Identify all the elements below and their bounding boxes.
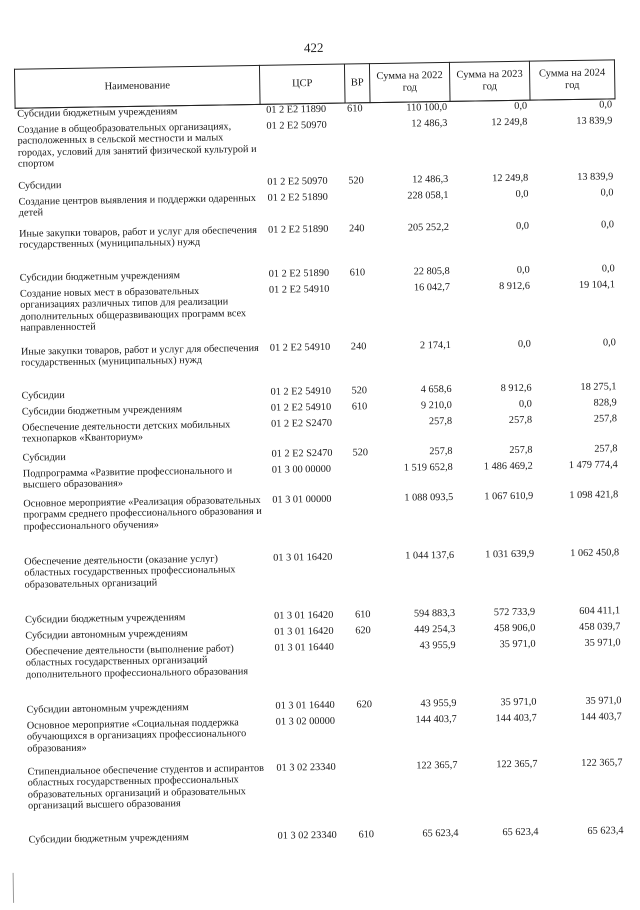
row-csr-code: 01 2 E2 S2470 bbox=[270, 417, 333, 430]
row-name: Создание новых мест в образовательных организациях различных типов для реализации дополнительных общеразвивающих программ всех направленностей bbox=[19, 285, 247, 334]
row-vr-code bbox=[354, 641, 380, 699]
row-name: Обеспечение деятельности детских мобильных технопарков «Кванториум» bbox=[22, 418, 231, 445]
row-sum-2023: 1 486 469,2 bbox=[483, 460, 533, 472]
row-sum-2024: 35 971,0 bbox=[584, 636, 621, 649]
row-sum-2022: 257,8 bbox=[429, 445, 453, 457]
row-csr-code: 01 3 02 23340 bbox=[277, 829, 337, 842]
row-sum-2023: 0,0 bbox=[516, 264, 530, 276]
row-sum-2023: 144 403,7 bbox=[495, 712, 537, 724]
row-sum-2023: 12 249,8 bbox=[492, 172, 529, 184]
row-sum-2023: 122 365,7 bbox=[496, 758, 538, 770]
row-vr-code bbox=[355, 761, 381, 829]
row-csr-code: 01 3 00 00000 bbox=[271, 463, 332, 476]
row-name: Стипендиальное обеспечение студентов и аспирантов областных государственных профессиональных образовательных организаций и образовательных организаций высшего образования bbox=[27, 762, 265, 812]
row-sum-2024: 19 104,1 bbox=[578, 278, 616, 291]
row-vr-code bbox=[355, 715, 381, 761]
row-sum-2023: 35 971,0 bbox=[500, 696, 537, 708]
header-sum-2024: Сумма на 2024 год bbox=[529, 60, 615, 100]
row-name: Иные закупки товаров, работ и услуг для обеспечения государственных (муниципальных) нужд bbox=[18, 224, 258, 251]
row-sum-2024: 122 365,7 bbox=[581, 756, 623, 769]
row-sum-2024: 18 275,1 bbox=[580, 380, 617, 393]
row-sum-2024: 144 403,7 bbox=[580, 710, 622, 723]
row-sum-2022: 9 210,0 bbox=[420, 399, 452, 411]
row-sum-2024: 13 839,9 bbox=[576, 114, 613, 127]
row-csr-code: 01 3 01 00000 bbox=[272, 493, 332, 506]
row-sum-2022: 110 100,0 bbox=[406, 101, 448, 114]
row-vr-code: 240 bbox=[348, 222, 365, 235]
header-name: Наименование bbox=[14, 65, 260, 108]
row-csr-code: 01 3 01 16440 bbox=[275, 699, 335, 712]
row-name: Создание центров выявления и поддержки одаренных детей bbox=[18, 192, 257, 219]
row-name: Субсидии бюджетным учреждениям bbox=[19, 269, 181, 284]
row-sum-2022: 43 955,9 bbox=[420, 697, 457, 709]
row-name: Обеспечение деятельности (выполнение работ) областных государственных организаций дополнительного профессионального образования bbox=[25, 642, 249, 681]
row-name: Субсидии автономным учреждениям bbox=[26, 701, 189, 716]
row-name: Обеспечение деятельности (оказание услуг) областных государственных профессиональных образовательных организаций bbox=[24, 553, 236, 591]
row-csr-code: 01 3 01 16440 bbox=[274, 641, 334, 654]
row-sum-2022: 43 955,9 bbox=[419, 639, 456, 651]
row-sum-2022: 205 252,2 bbox=[407, 221, 450, 234]
table-row bbox=[15, 115, 616, 180]
row-csr-code: 01 3 01 16420 bbox=[274, 625, 334, 638]
row-csr-code: 01 2 E2 51890 bbox=[267, 191, 328, 204]
table-row bbox=[24, 637, 625, 704]
row-csr-code: 01 2 E2 54910 bbox=[270, 401, 332, 414]
row-sum-2022: 1 088 093,5 bbox=[404, 491, 454, 504]
row-name: Основное мероприятие «Социальная поддержка обучающихся в организациях профессионального образования» bbox=[26, 716, 247, 755]
row-sum-2023: 65 623,4 bbox=[502, 826, 539, 838]
page-number: 422 bbox=[303, 39, 324, 56]
row-vr-code: 520 bbox=[348, 174, 364, 187]
row-sum-2024: 35 971,0 bbox=[585, 694, 622, 707]
row-sum-2023: 458 906,0 bbox=[494, 622, 536, 634]
table-row bbox=[22, 547, 623, 614]
row-name: Подпрограмма «Развитие профессионального и высшего образования» bbox=[22, 464, 233, 491]
row-vr-code: 610 bbox=[349, 266, 366, 279]
row-name: Субсидии бюджетным учреждениям bbox=[25, 611, 186, 626]
row-sum-2024: 0,0 bbox=[599, 99, 613, 111]
row-csr-code: 01 2 E2 54910 bbox=[269, 341, 331, 354]
row-sum-2024: 0,0 bbox=[601, 262, 615, 275]
row-vr-code: 610 bbox=[355, 608, 371, 620]
row-sum-2022: 22 805,8 bbox=[413, 265, 450, 278]
row-sum-2024: 604 411,1 bbox=[579, 604, 621, 617]
row-vr-code bbox=[345, 119, 371, 175]
row-sum-2024: 13 839,9 bbox=[577, 170, 614, 183]
table-row bbox=[18, 279, 619, 346]
row-vr-code: 610 bbox=[358, 828, 375, 840]
row-sum-2023: 35 971,0 bbox=[499, 638, 536, 650]
row-sum-2022: 12 486,3 bbox=[411, 117, 448, 130]
row-sum-2022: 12 486,3 bbox=[412, 173, 449, 186]
row-vr-code bbox=[346, 191, 371, 223]
row-sum-2023: 0,0 bbox=[516, 220, 530, 232]
row-vr-code bbox=[351, 463, 376, 493]
row-vr-code: 520 bbox=[351, 384, 368, 396]
row-sum-2022: 144 403,7 bbox=[415, 713, 457, 726]
row-name: Иные закупки товаров, работ и услуг для обеспечения государственных (муниципальных) нужд bbox=[20, 342, 259, 369]
table-row bbox=[25, 757, 626, 834]
row-sum-2023: 12 249,8 bbox=[491, 116, 528, 128]
row-sum-2023: 0,0 bbox=[517, 338, 531, 350]
row-csr-code: 01 3 02 00000 bbox=[275, 715, 336, 728]
row-name: Субсидии бюджетным учреждениям bbox=[17, 106, 178, 120]
row-vr-code: 620 bbox=[356, 698, 373, 710]
row-sum-2022: 4 658,6 bbox=[420, 383, 452, 395]
header-sum-2023: Сумма на 2023 год bbox=[449, 61, 530, 101]
row-csr-code: 01 2 E2 50970 bbox=[267, 175, 328, 188]
row-sum-2023: 0,0 bbox=[515, 188, 529, 200]
row-sum-2022: 257,8 bbox=[428, 415, 453, 427]
row-sum-2024: 65 623,4 bbox=[587, 824, 624, 837]
row-sum-2024: 828,9 bbox=[593, 396, 617, 409]
row-sum-2024: 1 062 450,8 bbox=[570, 546, 620, 559]
row-sum-2023: 1 067 610,9 bbox=[484, 490, 534, 502]
row-sum-2022: 16 042,7 bbox=[413, 281, 451, 294]
row-sum-2023: 8 912,6 bbox=[498, 280, 531, 292]
row-csr-code: 01 3 02 23340 bbox=[276, 761, 336, 774]
row-sum-2024: 1 098 421,8 bbox=[569, 488, 619, 501]
row-sum-2022: 122 365,7 bbox=[416, 759, 458, 772]
row-name: Субсидии бюджетным учреждениям bbox=[28, 831, 189, 846]
row-csr-code: 01 3 01 16420 bbox=[274, 609, 334, 622]
row-sum-2023: 1 031 639,9 bbox=[485, 548, 535, 560]
row-csr-code: 01 2 E2 54910 bbox=[268, 283, 330, 296]
row-sum-2024: 1 479 774,4 bbox=[568, 458, 618, 471]
row-sum-2022: 1 519 652,8 bbox=[403, 461, 453, 474]
row-name: Создание в общеобразовательных организациях, расположенных в сельской местности и малых городах, условий для занятий физической культурой и спортом bbox=[17, 120, 257, 170]
header-vr: ВР bbox=[344, 64, 370, 103]
row-sum-2023: 0,0 bbox=[514, 100, 528, 112]
row-sum-2023: 8 912,6 bbox=[500, 382, 532, 394]
row-sum-2024: 0,0 bbox=[601, 218, 615, 231]
row-sum-2023: 572 733,9 bbox=[493, 606, 536, 618]
row-sum-2022: 228 058,1 bbox=[407, 189, 449, 202]
row-csr-code: 01 2 E2 51890 bbox=[268, 267, 330, 280]
row-sum-2023: 257,8 bbox=[508, 414, 533, 426]
row-sum-2022: 2 174,1 bbox=[419, 339, 451, 351]
row-csr-code: 01 2 E2 50970 bbox=[266, 119, 327, 132]
row-vr-code: 610 bbox=[347, 103, 363, 115]
row-vr-code bbox=[351, 493, 377, 551]
budget-table bbox=[14, 59, 627, 850]
table-row bbox=[21, 489, 622, 556]
header-sum-2022: Сумма на 2022 год bbox=[369, 62, 450, 102]
row-vr-code: 520 bbox=[352, 446, 369, 458]
row-sum-2023: 257,8 bbox=[509, 444, 533, 456]
row-name: Субсидии bbox=[21, 389, 65, 402]
row-vr-code bbox=[352, 551, 378, 609]
row-name: Основное мероприятие «Реализация образовательных программ среднего профессионального образования и профессионального обучения» bbox=[23, 494, 262, 533]
row-name: Субсидии bbox=[18, 179, 62, 192]
row-sum-2024: 0,0 bbox=[600, 186, 614, 199]
row-name: Субсидии автономным учреждениям bbox=[25, 627, 188, 642]
row-vr-code: 620 bbox=[355, 624, 371, 636]
row-sum-2022: 449 254,3 bbox=[414, 623, 456, 636]
row-sum-2024: 0,0 bbox=[602, 336, 616, 349]
row-sum-2024: 257,8 bbox=[593, 412, 618, 425]
row-csr-code: 01 2 E2 51890 bbox=[267, 223, 329, 236]
table-body bbox=[15, 99, 627, 850]
row-sum-2023: 0,0 bbox=[518, 398, 532, 410]
header-csr: ЦСР bbox=[259, 64, 345, 104]
row-vr-code: 240 bbox=[350, 340, 367, 353]
row-sum-2022: 65 623,4 bbox=[422, 827, 459, 839]
scan-edge-mark bbox=[13, 873, 14, 903]
row-vr-code bbox=[348, 283, 374, 341]
row-sum-2024: 257,8 bbox=[594, 442, 618, 455]
row-name: Субсидии bbox=[22, 451, 66, 464]
row-csr-code: 01 3 01 16420 bbox=[273, 551, 333, 564]
row-csr-code: 01 2 E2 S2470 bbox=[271, 447, 333, 460]
row-vr-code bbox=[350, 417, 375, 447]
row-csr-code: 01 2 E2 11890 bbox=[266, 103, 327, 116]
row-sum-2024: 458 039,7 bbox=[579, 620, 621, 633]
row-sum-2022: 594 883,3 bbox=[413, 607, 456, 620]
row-vr-code: 610 bbox=[351, 400, 368, 412]
row-sum-2022: 1 044 137,6 bbox=[405, 549, 455, 562]
row-name: Субсидии бюджетным учреждениям bbox=[21, 403, 183, 418]
row-csr-code: 01 2 E2 54910 bbox=[270, 385, 332, 398]
